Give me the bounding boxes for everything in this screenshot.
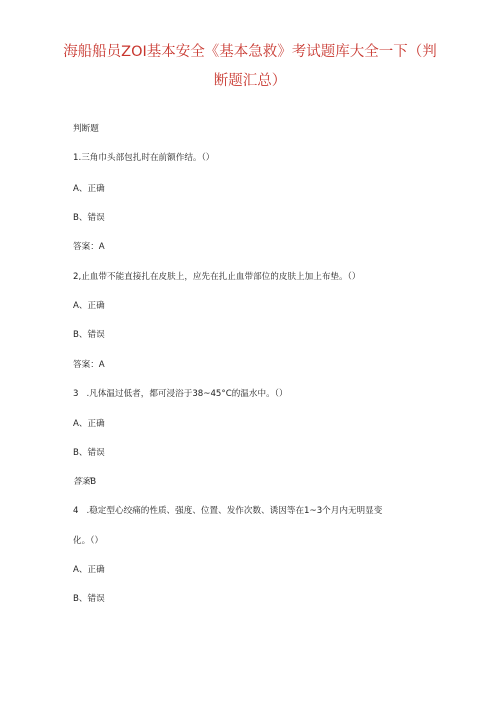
question-1 [73,152,214,164]
answer [73,476,96,488]
question-text: .凡体温过低者，都可浸浴于38~45°C的温水中。（） [86,389,288,399]
answer: 答案：A [73,360,105,370]
option-b: B、错误 [73,330,105,340]
answer-value: B [90,477,97,487]
option-b: B、错误 [73,213,105,223]
title-line-1: 海船船员ZOI基本安全《基本急救》考试题库大全一下（判 [63,44,437,60]
question-number: 2, [73,272,82,282]
question-2 [73,271,361,283]
option-a: A、正确 [73,565,105,575]
question-text-line-1: .稳定型心绞痛的性质、强度、位置、发作次数、诱因等在1~3个月内无明显变 [86,506,383,516]
question-number: 4 [73,506,79,516]
question-text-line-2: 化。（） [73,536,104,546]
option-a: A、正确 [73,419,105,429]
option-b: B、错误 [73,594,105,604]
section-label: 判断题 [73,124,99,134]
title-line-2: 断题汇总） [213,73,287,89]
option-a: A、正确 [73,184,105,194]
question-text: 三角巾头部包扎时在前额作结。（） [81,153,215,163]
answer-prefix: 答案 [73,477,91,487]
question-number: 1. [73,153,82,163]
question-3 [73,388,288,400]
option-a: A、正确 [73,301,105,311]
question-4 [73,505,382,517]
document-title [60,38,440,96]
question-number: 3 [73,389,79,399]
answer: 答案：A [73,242,105,252]
question-text: 止血带不能直接扎在皮肤上，应先在扎止血带部位的皮肤上加上布垫。（） [81,272,361,282]
option-b: B、错误 [73,448,105,458]
